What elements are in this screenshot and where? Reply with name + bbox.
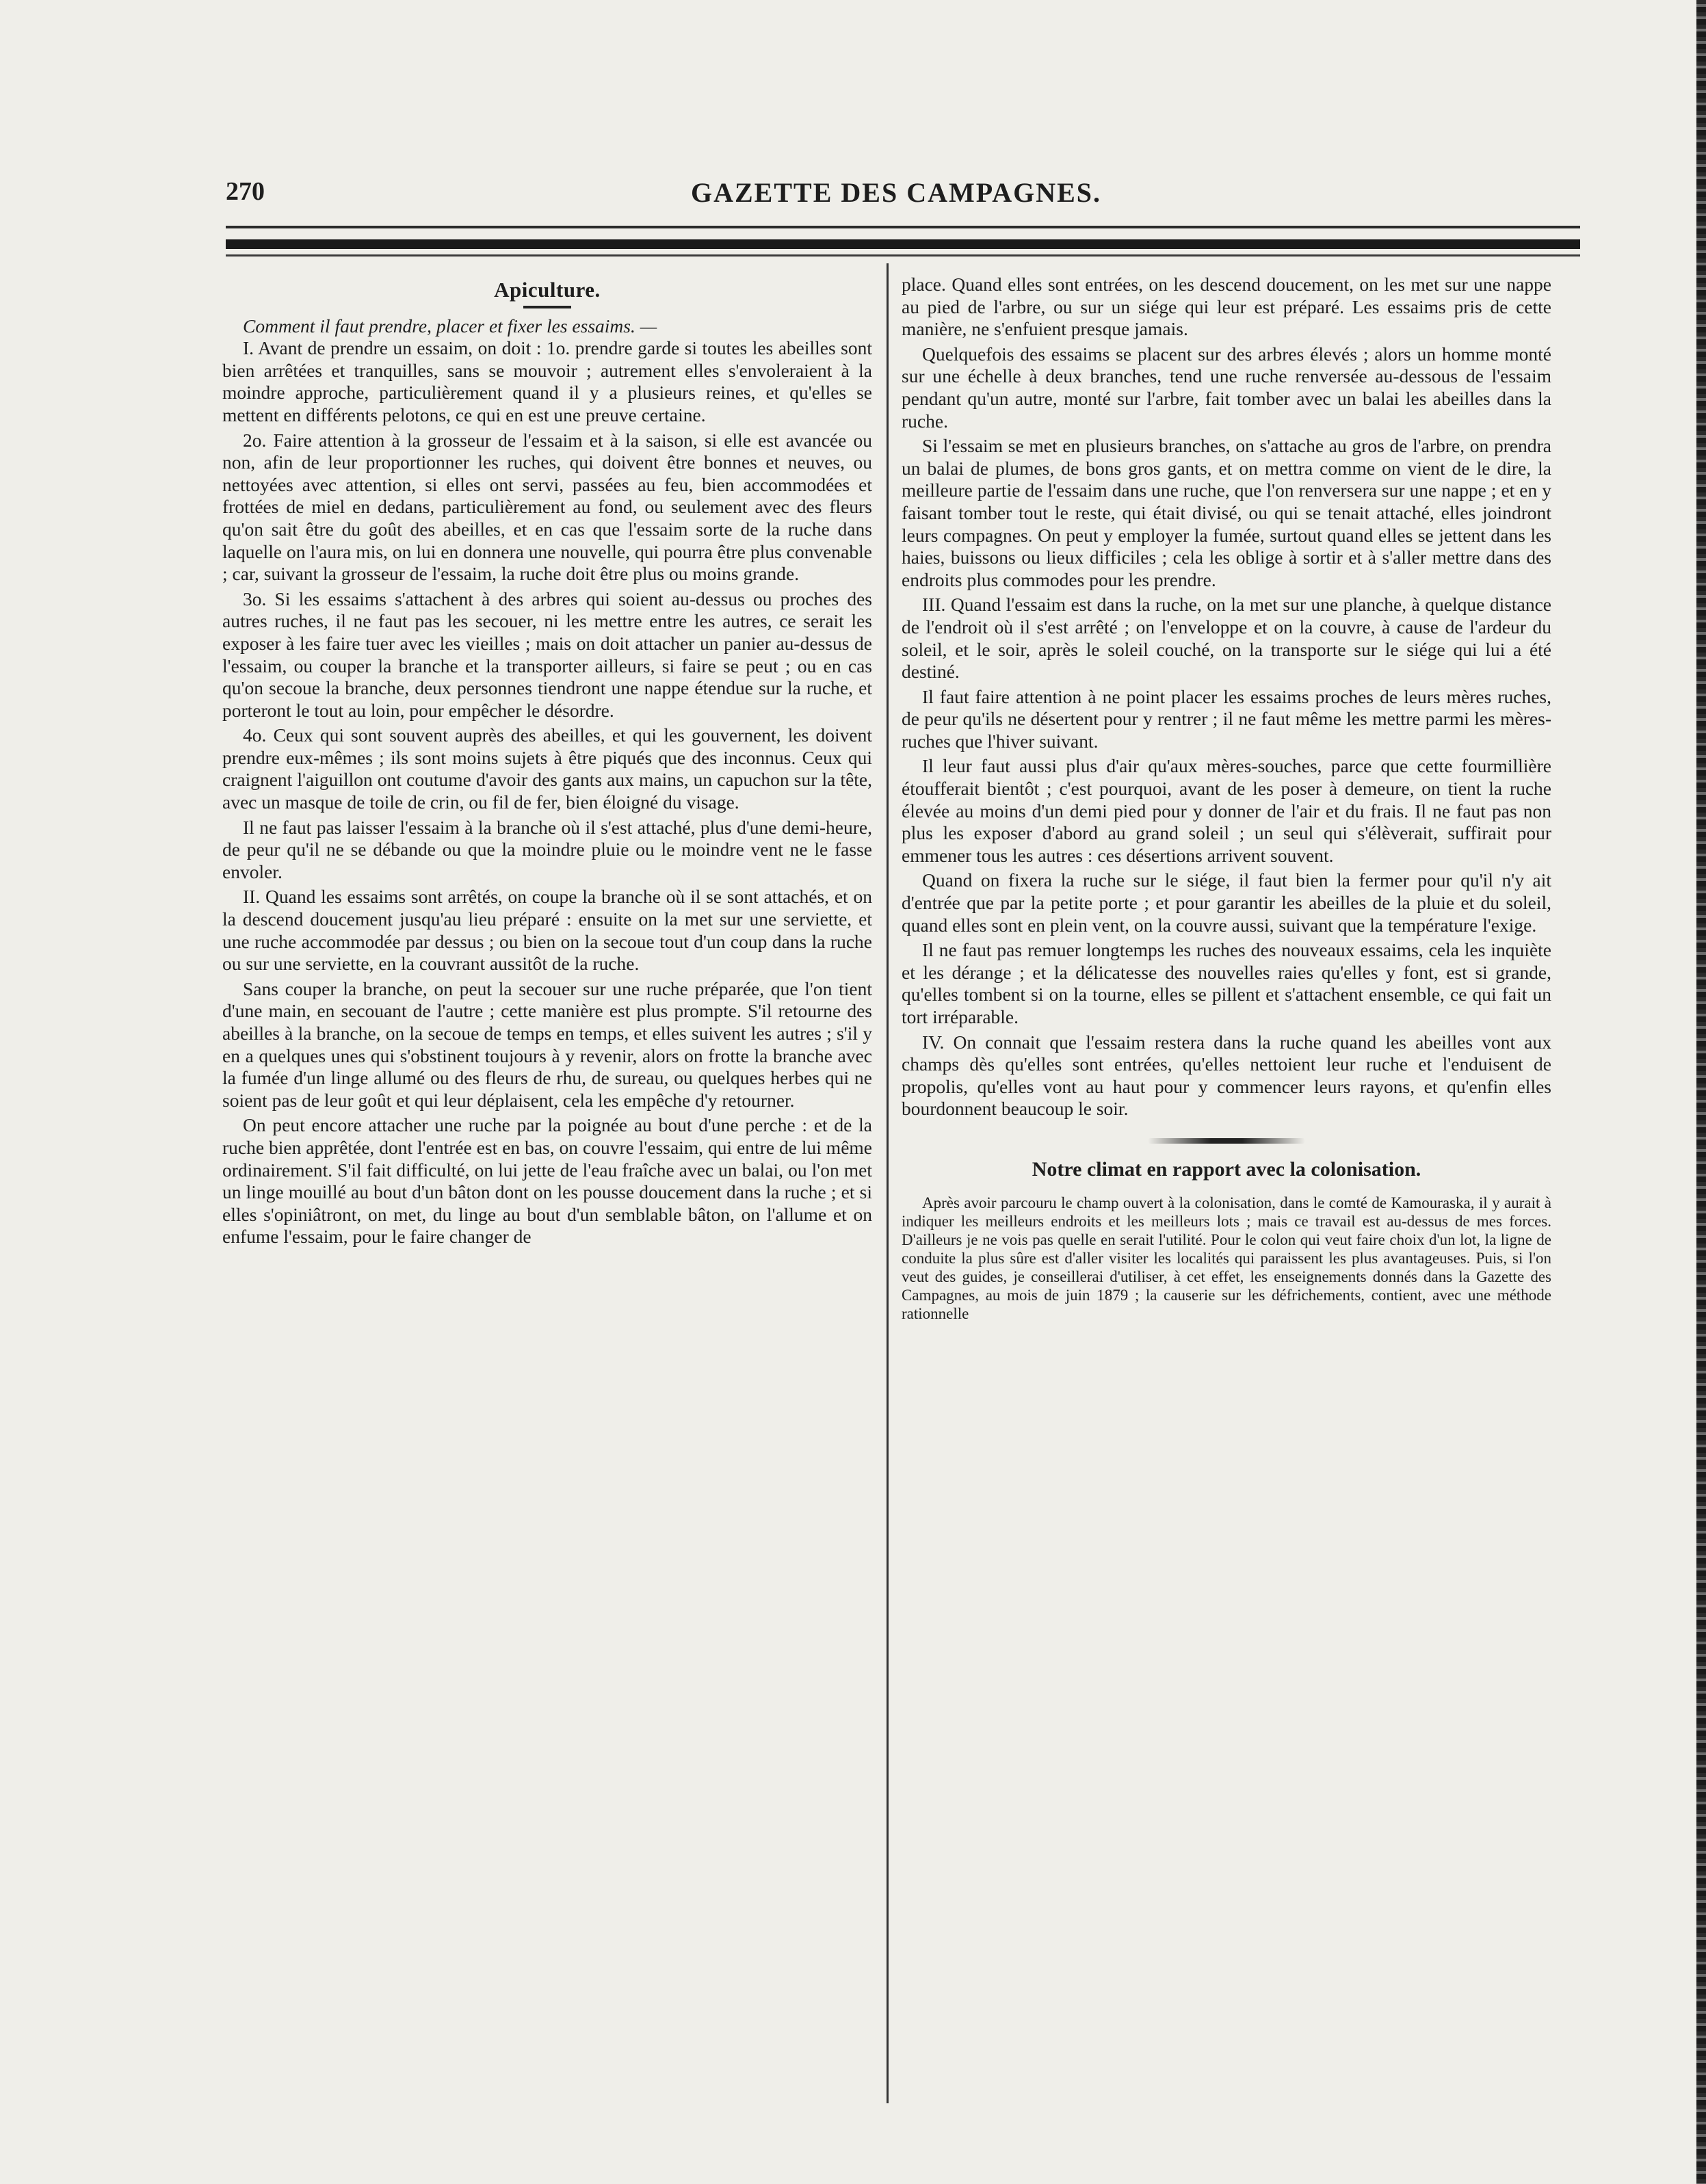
paragraph: 3o. Si les essaims s'attachent à des arbres qui soient au-dessus ou proches des autres ruches, il ne faut pas les secouer, ni les mettre entre les autres, ce serait les exposer à les faire tuer avec les vieilles ; mais on doit attacher un panier au-dessus de l'essaim, ou couper la branche et la transporter ailleurs, si faire se peut ; ou en cas qu'on secoue la branche, deux personnes tiendront une nappe étendue sur la ruche, et porteront le tout au loin, pour empêcher le désordre.: [222, 588, 872, 721]
paragraph: II. Quand les essaims sont arrêtés, on coupe la branche où il se sont attachés, et on la descend doucement jusqu'au lieu préparé : ensuite on la met sur une serviette, et une ruche accommodée par dessus ; ou bien on la secoue tout d'un coup dans la ruche ou sur une serviette, en la couvrant aussitôt de la ruche.: [222, 886, 872, 975]
page-header: [226, 176, 1580, 218]
section-title-climat: Notre climat en rapport avec la colonisation.: [1032, 1157, 1421, 1181]
paragraph: 4o. Ceux qui sont souvent auprès des abeilles, et qui les gouvernent, les doivent prendre eux-mêmes ; ils sont moins sujets à être piqués que des inconnus. Ceux qui craignent l'aiguillon ont coutume d'avoir des gants aux mains, un capuchon sur la tête, avec un masque de toile de crin, ou fil de fer, bien éloigné du visage.: [222, 724, 872, 813]
page-number: 270: [226, 177, 265, 206]
article-subheading: Comment il faut prendre, placer et fixer les essaims. —: [243, 315, 657, 337]
header-rule-thin: [226, 226, 1580, 228]
paragraph: Quand on fixera la ruche sur le siége, il faut bien la fermer pour qu'il n'y ait d'entrée que par la petite porte ; et pour garantir les abeilles de la pluie et du soleil, quand elles sont en plein vent, on la couvre aussi, suivant que la température l'exige.: [902, 869, 1551, 936]
page-edge: [1696, 0, 1706, 2184]
paragraph: Il faut faire attention à ne point placer les essaims proches de leurs mères ruches, de peur qu'ils ne désertent pour y rentrer ; il ne faut même les mettre parmi les mères-ruches que l'hiver suivant.: [902, 685, 1551, 752]
section-title-apiculture: Apiculture.: [494, 278, 601, 302]
title-dash: [523, 306, 571, 308]
left-column: [222, 274, 872, 2093]
paragraph: Après avoir parcouru le champ ouvert à la colonisation, dans le comté de Kamouraska, il y aurait à indiquer les meilleurs endroits et les meilleurs lots ; mais ce travail est au-dessus de mes forces. D'ailleurs je ne vois pas quelle en serait l'utilité. Pour le colon qui veut faire choix d'un lot, la ligne de conduite la plus sûre est d'aller visiter les localités qui paraissent les plus avantageuses. Puis, si l'on veut des guides, je conseillerai d'utiliser, à cet effet, les enseignements donnés dans la Gazette des Campagnes, au mois de juin 1879 ; la causerie sur les défrichements, contient, avec une méthode rationnelle: [902, 1194, 1551, 1322]
section-separator: [1148, 1138, 1305, 1144]
paragraph: Il ne faut pas laisser l'essaim à la branche où il s'est attaché, plus d'une demi-heure, de peur qu'il ne se débande ou que la moindre pluie ou le moindre vent ne le fasse envoler.: [222, 816, 872, 882]
paragraph: Quelquefois des essaims se placent sur des arbres élevés ; alors un homme monté sur une échelle à deux branches, tend une ruche renversée au-dessous de l'essaim pendant qu'un autre, monté sur l'arbre, fait tomber avec un balai les abeilles dans la ruche.: [902, 343, 1551, 432]
paragraph: III. Quand l'essaim est dans la ruche, on la met sur une planche, à quelque distance de l'endroit où il s'est arrêté ; on l'enveloppe et on la couvre, à cause de l'ardeur du soleil, et le soir, après le soleil couché, on la transporte sur le siége qui lui a été destiné.: [902, 594, 1551, 683]
paragraph: On peut encore attacher une ruche par la poignée au bout d'une perche : et de la ruche bien apprêtée, dont l'entrée est en bas, on couvre l'essaim, qui entre de lui même ordinairement. S'il fait difficulté, on lui jette de l'eau fraîche avec un balai, ou l'on met un linge mouillé au bout d'un bâton dont on les pousse doucement dans la ruche ; et si elles s'opiniâtront, on met, du linge au bout d'un semblable bâton, on l'allume et on enfume l'essaim, pour le faire changer de: [222, 1114, 872, 1248]
paragraph: Il ne faut pas remuer longtemps les ruches des nouveaux essaims, cela les inquiète et les dérange ; et la délicatesse des nouvelles raies qu'elles y font, est si grande, qu'elles tombent si on la tourne, elles se pillent et s'attachent ensemble, ce qui fait un tort irréparable.: [902, 939, 1551, 1027]
paragraph: IV. On connait que l'essaim restera dans la ruche quand les abeilles vont aux champs dès qu'elles sont entrées, qu'elles nettoient leur ruche et l'enduisent de propolis, qu'elles vont au haut pour y commencer leurs rayons, et qu'enfin elles bourdonnent beaucoup le soir.: [902, 1031, 1551, 1120]
paragraph: Il leur faut aussi plus d'air qu'aux mères-souches, parce que cette fourmillière étoufferait bientôt ; c'est pourquoi, avant de les poser à demeure, on tient la ruche élevée au moins d'un demi pied pour y donner de l'air et du frais. Il ne faut pas non plus les exposer d'abord au grand soleil ; un seul qui s'élèverait, suffirait pour emmener tous les autres : ces désertions arrivent souvent.: [902, 755, 1551, 866]
paragraph: 2o. Faire attention à la grosseur de l'essaim et à la saison, si elle est avancée ou non, afin de leur proportionner les ruches, qui doivent être bonnes et neuves, ou nettoyées avec attention, si elles ont servi, passées au feu, bien accommodées et frottées de miel en dedans, particulièrement au fond, ou seulement avec des fleurs qu'on sait être du goût des abeilles, et en cas que l'essaim sorte de la ruche dans laquelle on l'aura mis, on lui en donnera une nouvelle, qui pourra être plus convenable ; car, suivant la grosseur de l'essaim, la ruche doit être plus ou moins grande.: [222, 429, 872, 585]
right-column: [902, 274, 1551, 2093]
column-divider: [887, 263, 889, 2103]
newspaper-title: GAZETTE DES CAMPAGNES.: [691, 177, 1102, 208]
paragraph: Si l'essaim se met en plusieurs branches, on s'attache au gros de l'arbre, on prendra un balai de plumes, de bons gros gants, et on mettra comme on vient de le dire, la meilleure partie de l'essaim dans une ruche, que l'on renversera sur une nappe ; et en y faisant tomber tout le reste, qui était divisé, ou qui se tenait attaché, elles joindront leurs compagnes. On peut y employer la fumée, surtout quand elles se jettent dans les haies, buissons ou lieux difficiles ; cela les oblige à sortir et à s'aller mettre dans des endroits plus commodes pour les prendre.: [902, 435, 1551, 590]
paragraph: Sans couper la branche, on peut la secouer sur une ruche préparée, que l'on tient d'une main, en secouant de l'autre ; cette manière est plus prompte. S'il retourne des abeilles à la branche, on la secoue de temps en temps, et elles suivent les autres ; s'il y en a quelques unes qui s'obstinent toujours à y revenir, alors on frotte la branche avec la fumée d'un linge allumé ou des fleurs de rhu, de sureau, ou quelques herbes qui ne soient pas de leur goût et qui leur déplaisent, cela les empêche d'y retourner.: [222, 977, 872, 1111]
paragraph: place. Quand elles sont entrées, on les descend doucement, on les met sur une nappe au pied de l'arbre, ou sur un siége qui leur est préparé. Les essaims pris de cette manière, ne s'enfuient presque jamais.: [902, 274, 1551, 340]
header-rule-lower: [226, 254, 1580, 256]
header-rule-thick: [226, 239, 1580, 249]
paragraph: I. Avant de prendre un essaim, on doit : 1o. prendre garde si toutes les abeilles sont bien arrêtées et tranquilles, sans se mouvoir ; autrement elles s'envoleraient à la moindre approche, particulièrement quand il y a plusieurs reines, et qu'elles se mettent en différents pelotons, ce qui en est une preuve certaine.: [222, 337, 872, 425]
